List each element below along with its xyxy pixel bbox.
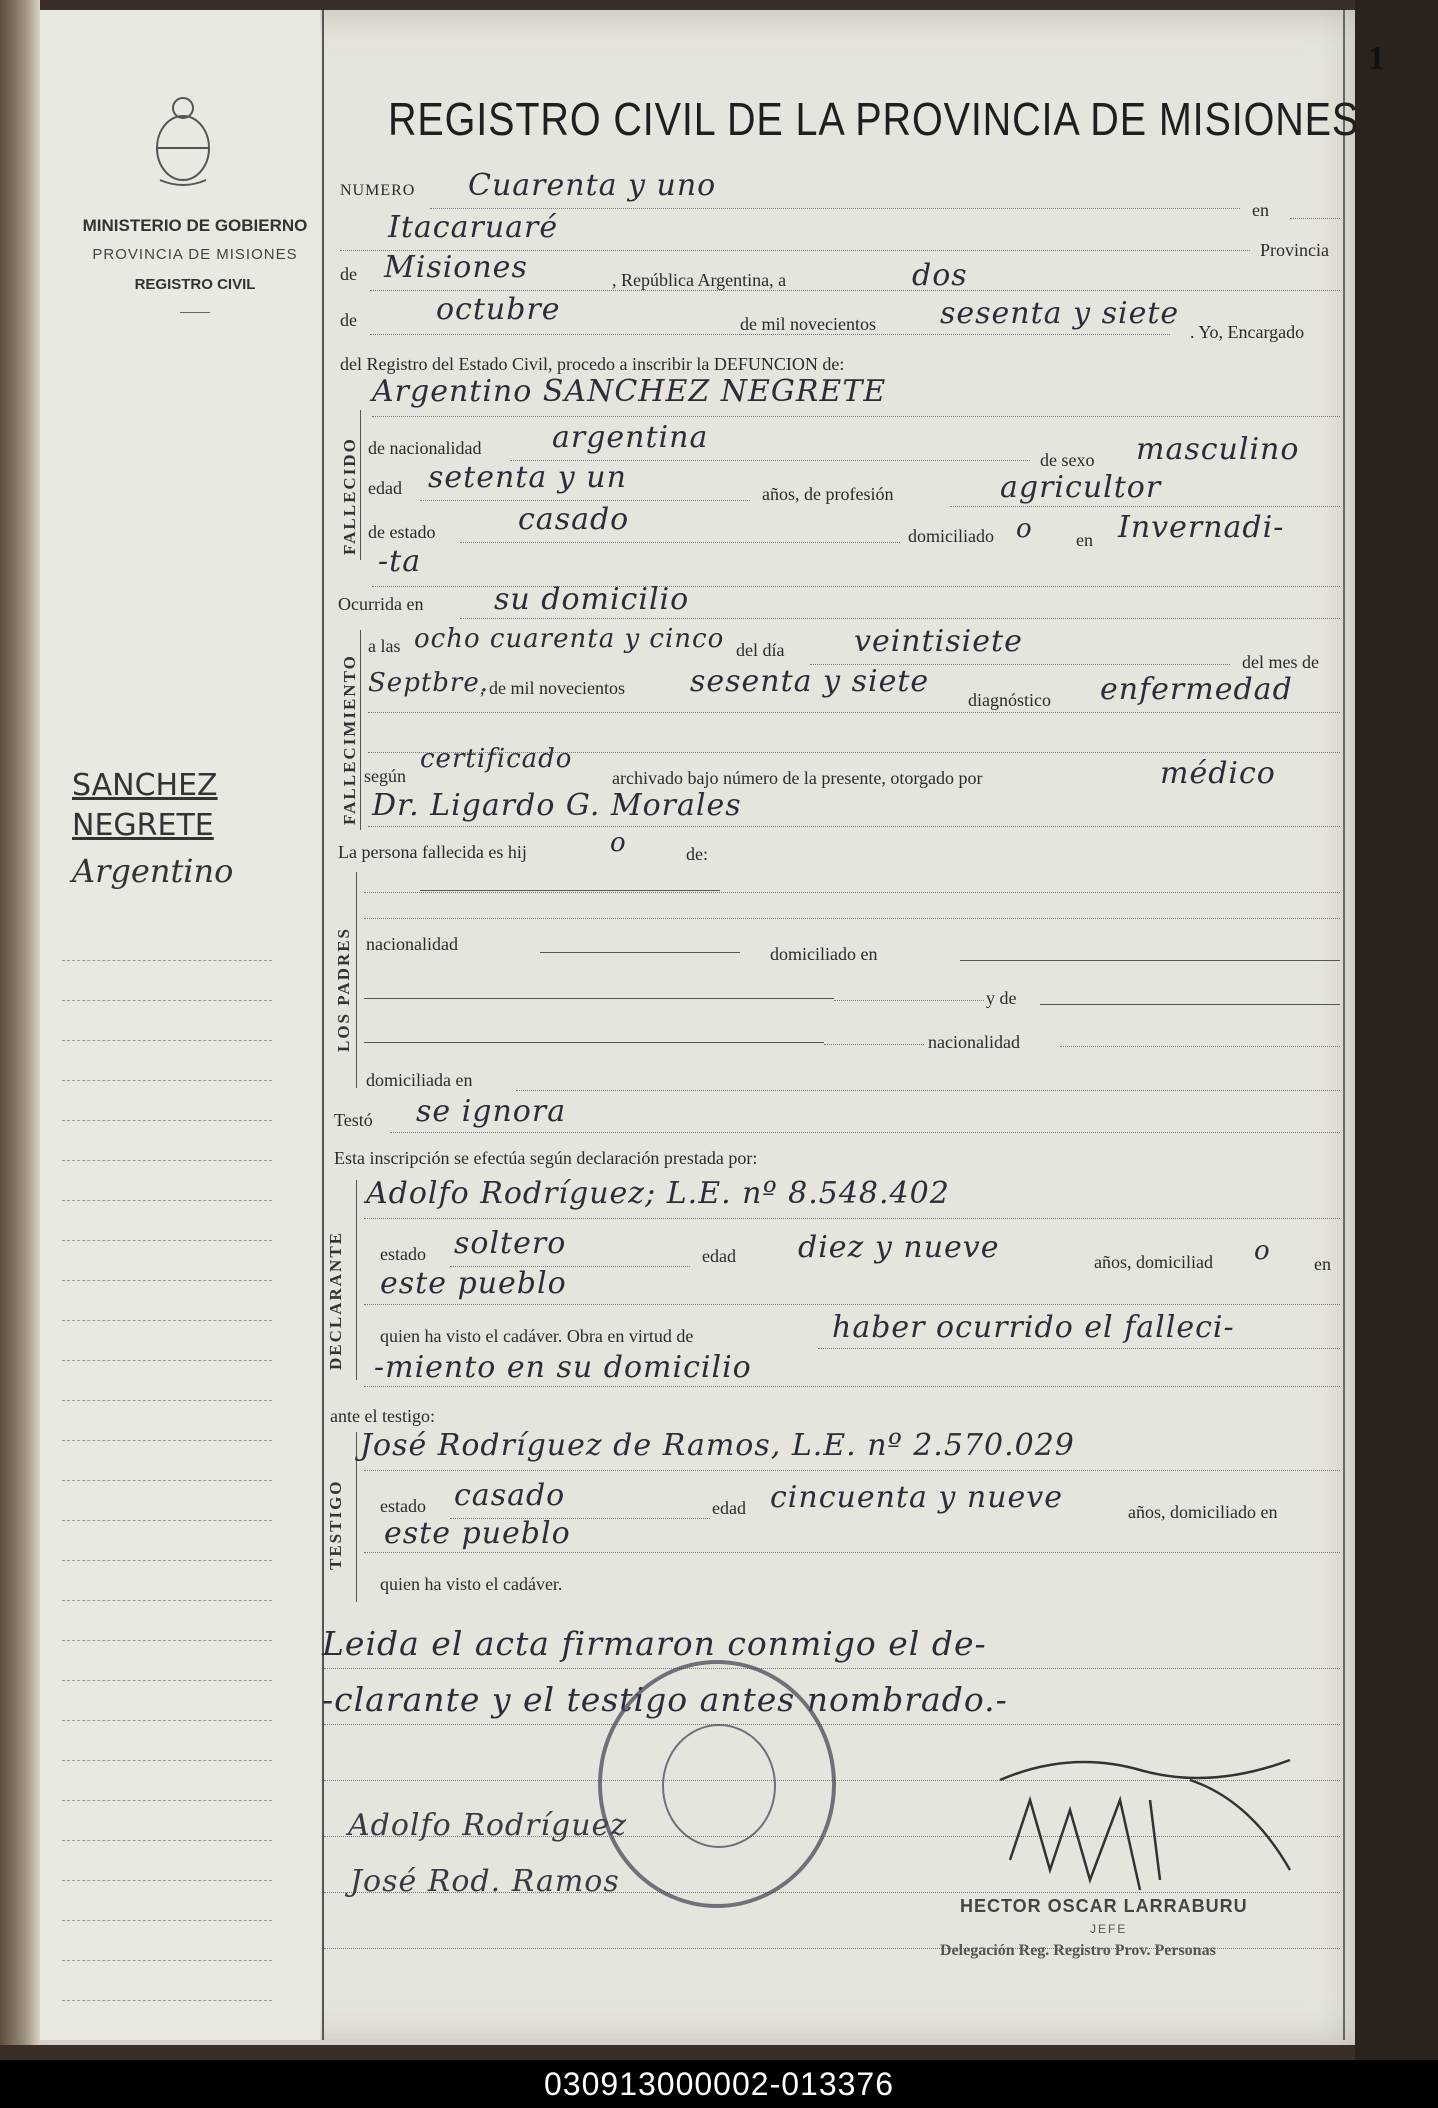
label-estado: de estado (368, 522, 436, 542)
hw-domiciliado-suffix: o (1016, 514, 1033, 544)
section-bracket (360, 410, 361, 560)
hw-estado: casado (518, 502, 630, 537)
margin-note-surname: SANCHEZ (72, 768, 218, 803)
line (364, 1386, 1340, 1387)
margin-rule-line (62, 1200, 272, 1201)
label-test-visto: quien ha visto el cadáver. (380, 1574, 563, 1594)
hw-obra2: -miento en su domicilio (374, 1350, 752, 1385)
line (364, 1552, 1340, 1553)
official-seal-stamp (598, 1660, 836, 1908)
margin-rule-line (62, 1320, 272, 1321)
margin-rule-line (62, 1120, 272, 1121)
label-decl-edad: edad (702, 1246, 736, 1266)
label-mil-nov: de mil novecientos (740, 314, 876, 334)
line (364, 1218, 1340, 1219)
hw-domicilio1: Invernadi- (1118, 510, 1285, 545)
hw-mes-fall: Septbre. (368, 668, 490, 698)
line (960, 960, 1340, 961)
hw-hora: ocho cuarenta y cinco (414, 624, 725, 654)
divider (180, 312, 210, 313)
margin-rule-line (62, 2000, 272, 2001)
line (390, 1132, 1340, 1133)
label-test-estado: estado (380, 1496, 426, 1516)
label-decl-visto: quien ha visto el cadáver. Obra en virtud de (380, 1326, 694, 1346)
line (460, 542, 900, 543)
line (324, 1668, 1340, 1669)
hw-certificado: certificado (420, 744, 573, 774)
label-persona-fallecida: La persona fallecida es hij (338, 842, 527, 862)
coat-of-arms-icon (150, 90, 216, 190)
line (364, 1304, 1340, 1305)
label-ante-testigo: ante el testigo: (330, 1406, 435, 1426)
page-title: REGISTRO CIVIL DE LA PROVINCIA DE MISIONES (388, 93, 1360, 145)
label-yo-encargado: . Yo, Encargado (1190, 322, 1305, 342)
label-nacionalidad: de nacionalidad (368, 438, 482, 458)
label-padres-domiciliado: domiciliado en (770, 944, 878, 964)
hw-profesion: agricultor (1000, 470, 1162, 505)
line (1060, 1046, 1340, 1047)
label-de: de (340, 264, 357, 284)
margin-rule-line (62, 1480, 272, 1481)
margin-rule-line (62, 1680, 272, 1681)
right-border (1343, 10, 1345, 2040)
label-a-las: a las (368, 636, 401, 656)
label-archivado: archivado bajo número de la presente, otorgado por (612, 768, 983, 788)
label-republica: , República Argentina, a (612, 270, 787, 290)
line (364, 1470, 1340, 1471)
line (460, 618, 1340, 619)
label-y-de: y de (986, 988, 1017, 1008)
page-edge (1355, 0, 1438, 2065)
margin-rule-line (62, 1920, 272, 1921)
side-label-declarante: DECLARANTE (326, 1230, 345, 1370)
section-bracket (360, 630, 361, 830)
hw-decl-estado: soltero (454, 1226, 567, 1261)
hw-sexo: masculino (1136, 432, 1300, 467)
hw-numero: Cuarenta y uno (468, 168, 717, 203)
margin-rule-line (62, 1440, 272, 1441)
hw-mes: octubre (436, 292, 561, 327)
margin-rule-line (62, 1360, 272, 1361)
label-testo: Testó (334, 1110, 373, 1130)
margin-rule-line (62, 1960, 272, 1961)
section-bracket (356, 1180, 357, 1380)
label-decl-estado: estado (380, 1244, 426, 1264)
hw-nombre: Argentino SANCHEZ NEGRETE (372, 374, 887, 409)
label-anos-prof: años, de profesión (762, 484, 894, 504)
line (368, 712, 1340, 713)
line (818, 1348, 1340, 1349)
side-label-fallecimiento: FALLECIMIENTO (340, 654, 359, 825)
hw-provincia: Misiones (384, 250, 528, 285)
label-diagnostico: diagnóstico (968, 690, 1051, 710)
official-role: JEFE (1090, 1922, 1128, 1936)
hw-testigo: José Rodríguez de Ramos, L.E. nº 2.570.029 (360, 1428, 1075, 1463)
hw-test-domicilio: este pueblo (384, 1516, 571, 1551)
official-signature (990, 1740, 1320, 1900)
section-bracket (356, 872, 357, 1088)
province-label: PROVINCIA DE MISIONES (92, 246, 298, 263)
hw-dia-fall: veintisiete (854, 624, 1023, 659)
label-en: en (1252, 200, 1269, 220)
label-test-anos: años, domiciliado en (1128, 1502, 1278, 1522)
line (420, 890, 720, 891)
hw-dia: dos (912, 258, 968, 293)
hw-testo: se ignora (416, 1094, 567, 1129)
label-en-dom: en (1076, 530, 1093, 550)
hw-test-estado: casado (454, 1478, 566, 1513)
label-inscripcion: Esta inscripción se efectúa según declaración prestada por: (334, 1148, 758, 1168)
margin-rule-line (62, 1520, 272, 1521)
label-domiciliado: domiciliado (908, 526, 994, 546)
margin-rule-line (62, 1240, 272, 1241)
line (430, 208, 1240, 209)
line (950, 506, 1340, 507)
margin-rule-line (62, 1720, 272, 1721)
official-name: HECTOR OSCAR LARRABURU (960, 1896, 1248, 1916)
line (824, 1044, 924, 1045)
signature-declarante: Adolfo Rodríguez (348, 1808, 628, 1843)
hw-obra1: haber ocurrido el falleci- (832, 1310, 1235, 1345)
line (516, 1090, 1340, 1091)
margin-rule-line (62, 1760, 272, 1761)
label-test-edad: edad (712, 1498, 746, 1518)
line (364, 892, 1340, 893)
label-ocurrida: Ocurrida en (338, 594, 424, 614)
hw-anio-fall: sesenta y siete (690, 664, 930, 699)
label-edad: edad (368, 478, 402, 498)
signature-testigo: José Rod. Ramos (350, 1864, 620, 1899)
line (368, 826, 1340, 827)
line (370, 290, 1340, 291)
margin-rule-line (62, 1800, 272, 1801)
margin-rule-line (62, 960, 272, 961)
label-sexo: de sexo (1040, 450, 1095, 470)
hw-hijo-suffix: o (610, 828, 627, 858)
margin-rule-line (62, 1600, 272, 1601)
margin-rule-line (62, 1040, 272, 1041)
line (1040, 1004, 1340, 1005)
barcode-id: 030913000002-013376 (544, 2066, 894, 2102)
official-office: Delegación Reg. Registro Prov. Personas (940, 1942, 1216, 1959)
line (324, 1724, 1340, 1725)
margin-rule-line (62, 1640, 272, 1641)
hw-decl-edad: diez y nueve (798, 1230, 1000, 1265)
hw-anio: sesenta y siete (940, 296, 1180, 331)
hw-decl-domicilio: este pueblo (380, 1266, 567, 1301)
hw-nacionalidad: argentina (552, 420, 709, 455)
hw-doctor: Dr. Ligardo G. Morales (372, 788, 742, 823)
hw-declarante: Adolfo Rodríguez; L.E. nº 8.548.402 (366, 1176, 950, 1211)
margin-rule-line (62, 1840, 272, 1841)
margin-rule-line (62, 1560, 272, 1561)
hw-diagnostico: enfermedad (1100, 672, 1293, 707)
label-de-colon: de: (686, 844, 708, 864)
ministry-label: MINISTERIO DE GOBIERNO (82, 216, 308, 235)
line (420, 500, 750, 501)
book-spine (0, 0, 40, 2045)
line (364, 1042, 824, 1043)
label-decl-anos: años, domiciliad (1094, 1252, 1213, 1272)
margin-rule-line (62, 1280, 272, 1281)
page-number: 1 (1368, 40, 1385, 77)
hw-test-edad: cincuenta y nueve (770, 1480, 1063, 1515)
label-decl-en: en (1314, 1254, 1331, 1274)
line (540, 952, 740, 953)
hw-decl-dom-suffix: o (1254, 1236, 1271, 1266)
margin-rule-line (62, 1000, 272, 1001)
side-label-testigo: TESTIGO (326, 1479, 345, 1570)
hw-ocurrida: su domicilio (494, 582, 690, 617)
hw-domicilio2: -ta (378, 544, 422, 579)
line (370, 334, 1170, 335)
hw-localidad: Itacaruaré (388, 210, 559, 245)
margin-rule-line (62, 1400, 272, 1401)
seal-inner-ring (662, 1724, 776, 1848)
label-padres-nacionalidad2: nacionalidad (928, 1032, 1020, 1052)
margin-rule-line (62, 1080, 272, 1081)
side-label-padres: LOS PADRES (334, 926, 353, 1052)
label-mil-nov2: , de mil novecientos (480, 678, 625, 698)
label-del-registro: del Registro del Estado Civil, procedo a inscribir la DEFUNCION de: (340, 354, 845, 374)
line (834, 1000, 984, 1001)
label-del-mes: del mes de (1242, 652, 1319, 672)
label-segun: según (364, 766, 406, 786)
margin-rule-line (62, 1880, 272, 1881)
hw-closing2: -clarante y el testigo antes nombrado.- (322, 1680, 1008, 1719)
section-bracket (356, 1432, 357, 1602)
office-label: REGISTRO CIVIL (134, 276, 256, 293)
label-provincia: Provincia (1260, 240, 1329, 260)
line (364, 998, 834, 999)
margin-divider (322, 10, 324, 2040)
margin-note-name: Argentino (72, 852, 234, 890)
label-padres-nacionalidad: nacionalidad (366, 934, 458, 954)
label-de2: de (340, 310, 357, 330)
margin-rule-line (62, 1160, 272, 1161)
margin-note-second-surname: NEGRETE (72, 808, 214, 843)
label-domiciliada: domiciliada en (366, 1070, 473, 1090)
hw-closing1: Leida el acta firmaron conmigo el de- (322, 1624, 987, 1663)
line (1290, 218, 1340, 219)
margin-column (40, 10, 320, 2040)
line (364, 918, 1340, 919)
side-label-fallecido: FALLECIDO (340, 437, 359, 555)
label-numero: NUMERO (340, 182, 416, 199)
label-del-dia: del día (736, 640, 785, 660)
hw-edad: setenta y un (428, 460, 627, 495)
hw-medico: médico (1160, 756, 1276, 791)
line (372, 416, 1340, 417)
